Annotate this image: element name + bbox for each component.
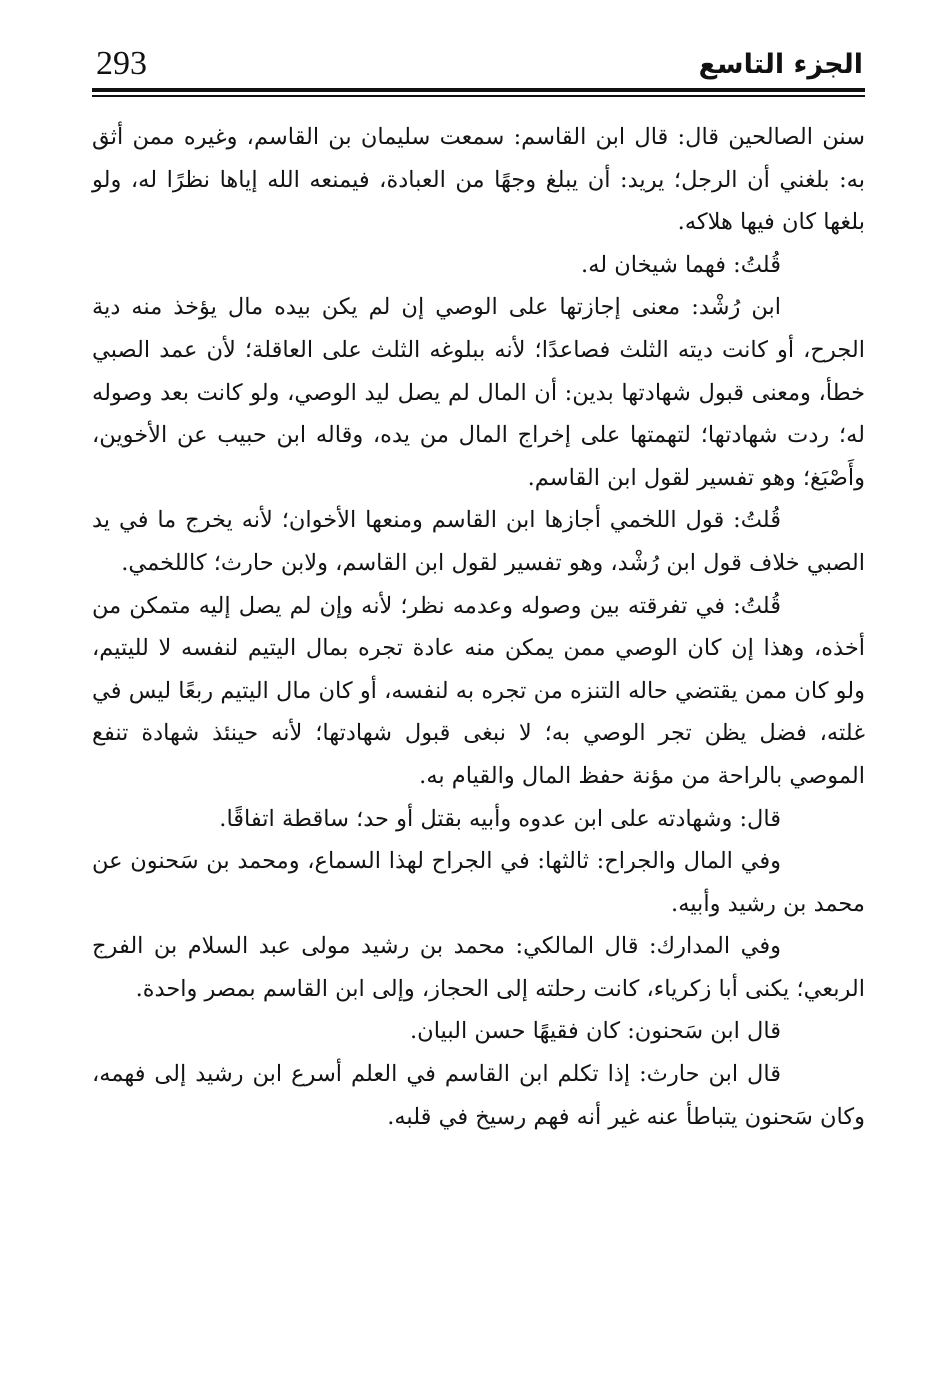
body-text (92, 116, 865, 1138)
header-rule-thick (92, 88, 865, 92)
paragraph-7: وفي المال والجراح: ثالثها: في الجراح لهذا السماع، ومحمد بن سَحنون عن محمد بن رشيد وأبيه. (92, 848, 865, 917)
paragraph-6: قال: وشهادته على ابن عدوه وأبيه بقتل أو حد؛ ساقطة اتفاقًا. (219, 805, 781, 832)
paragraph-2: قُلتُ: فهما شيخان له. (581, 251, 781, 278)
header-rule-thin (92, 95, 865, 97)
page-header (92, 40, 865, 96)
paragraph-5: قُلتُ: في تفرقته بين وصوله وعدمه نظر؛ لأنه وإن لم يصل إليه متمكن من أخذه، وهذا إن كان الوصي ممن يمكن منه عادة تجره بمال اليتيم لنفسه لا لليتيم، ولو كان ممن يقتضي حاله التنزه من تجره به لنفسه، أو كان مال اليتيم ربعًا ليس في غلته، فضل يظن تجر الوصي به؛ لا نبغى قبول شهادتها؛ لأنه حينئذ شهادة تنفع الموصي بالراحة من مؤنة حفظ المال والقيام به. (92, 592, 865, 789)
paragraph-9: قال ابن سَحنون: كان فقيهًا حسن البيان. (410, 1018, 781, 1045)
paragraph-4: قُلتُ: قول اللخمي أجازها ابن القاسم ومنعها الأخوان؛ لأنه يخرج ما في يد الصبي خلاف قول ابن رُشْد، وهو تفسير لقول ابن القاسم، ولابن حارث؛ كاللخمي. (92, 507, 865, 576)
paragraph-3: ابن رُشْد: معنى إجازتها على الوصي إن لم يكن بيده مال يؤخذ منه دية الجرح، أو كانت ديته الثلث فصاعدًا؛ لأنه ببلوغه الثلث على العاقلة؛ لأن عمد الصبي خطأ، ومعنى قبول شهادتها بدين: أن المال لم يصل ليد الوصي، ولو كانت بعد وصوله له؛ ردت شهادتها؛ لتهمتها على إخراج المال من يده، وقاله ابن حبيب عن الأخوين، وأَصْبَغ؛ وهو تفسير لقول ابن القاسم. (92, 294, 865, 491)
paragraph-10: قال ابن حارث: إذا تكلم ابن القاسم في العلم أسرع ابن رشيد إلى فهمه، وكان سَحنون يتباطأ عنه غير أنه فهم رسيخ في قلبه. (92, 1061, 865, 1130)
paragraph-1: سنن الصالحين قال: قال ابن القاسم: سمعت سليمان بن القاسم، وغيره ممن أثق به: بلغني أن الرجل؛ يريد: أن يبلغ وجهًا من العبادة، فيمنعه الله إياها نظرًا له، ولو بلغها كان فيها هلاكه. (92, 124, 865, 236)
page-number: 293 (96, 45, 147, 82)
paragraph-8: وفي المدارك: قال المالكي: محمد بن رشيد مولى عبد السلام بن الفرج الربعي؛ يكنى أبا زكرياء، كانت رحلته إلى الحجاز، وإلى ابن القاسم بمصر واحدة. (92, 933, 865, 1002)
running-title: الجزء التاسع (698, 49, 863, 80)
